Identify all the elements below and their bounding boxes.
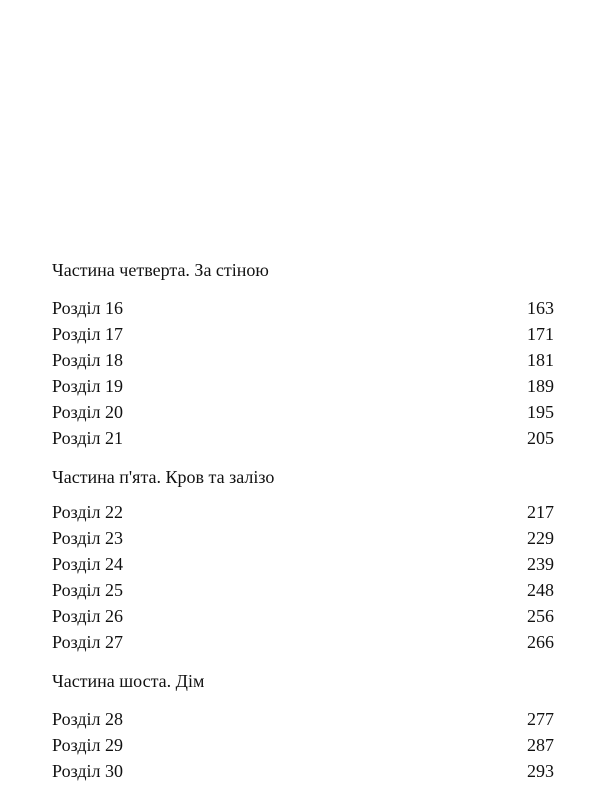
toc-entry [52,295,554,321]
chapter-label: Розділ 19 [52,376,123,396]
toc-entry [52,525,554,551]
toc-part-four [52,258,554,451]
toc-entry [52,321,554,347]
page-number: 266 [527,632,554,652]
part-title: Частина п'ята. Кров та залізо [52,467,275,487]
page-number: 171 [527,324,554,344]
toc-part-six [52,669,554,784]
page-number: 287 [527,735,554,755]
toc-entry [52,577,554,603]
toc-entry [52,399,554,425]
chapter-label: Розділ 23 [52,528,123,548]
chapter-label: Розділ 18 [52,350,123,370]
toc-entry [52,499,554,525]
part-title: Частина четверта. За стіною [52,260,269,280]
chapter-label: Розділ 30 [52,761,123,781]
chapter-label: Розділ 25 [52,580,123,600]
page-number: 239 [527,554,554,574]
page-number: 248 [527,580,554,600]
toc-entry [52,758,554,784]
table-of-contents [52,258,554,798]
part-title: Частина шоста. Дім [52,671,205,691]
chapter-label: Розділ 21 [52,428,123,448]
page-number: 293 [527,761,554,781]
page-number: 181 [527,350,554,370]
page-number: 277 [527,709,554,729]
chapter-label: Розділ 20 [52,402,123,422]
page-number: 256 [527,606,554,626]
chapter-label: Розділ 22 [52,502,123,522]
page-number: 195 [527,402,554,422]
chapter-label: Розділ 27 [52,632,123,652]
toc-entry [52,732,554,758]
chapter-label: Розділ 17 [52,324,123,344]
chapter-label: Розділ 29 [52,735,123,755]
toc-part-five [52,465,554,655]
toc-entry [52,373,554,399]
chapter-label: Розділ 16 [52,298,123,318]
page-number: 205 [527,428,554,448]
toc-entry [52,629,554,655]
toc-entry [52,425,554,451]
chapter-label: Розділ 28 [52,709,123,729]
page-number: 217 [527,502,554,522]
toc-entry [52,603,554,629]
toc-entry [52,347,554,373]
toc-entry [52,706,554,732]
toc-entry [52,551,554,577]
page-number: 189 [527,376,554,396]
page-number: 163 [527,298,554,318]
chapter-label: Розділ 26 [52,606,123,626]
chapter-label: Розділ 24 [52,554,123,574]
page-number: 229 [527,528,554,548]
